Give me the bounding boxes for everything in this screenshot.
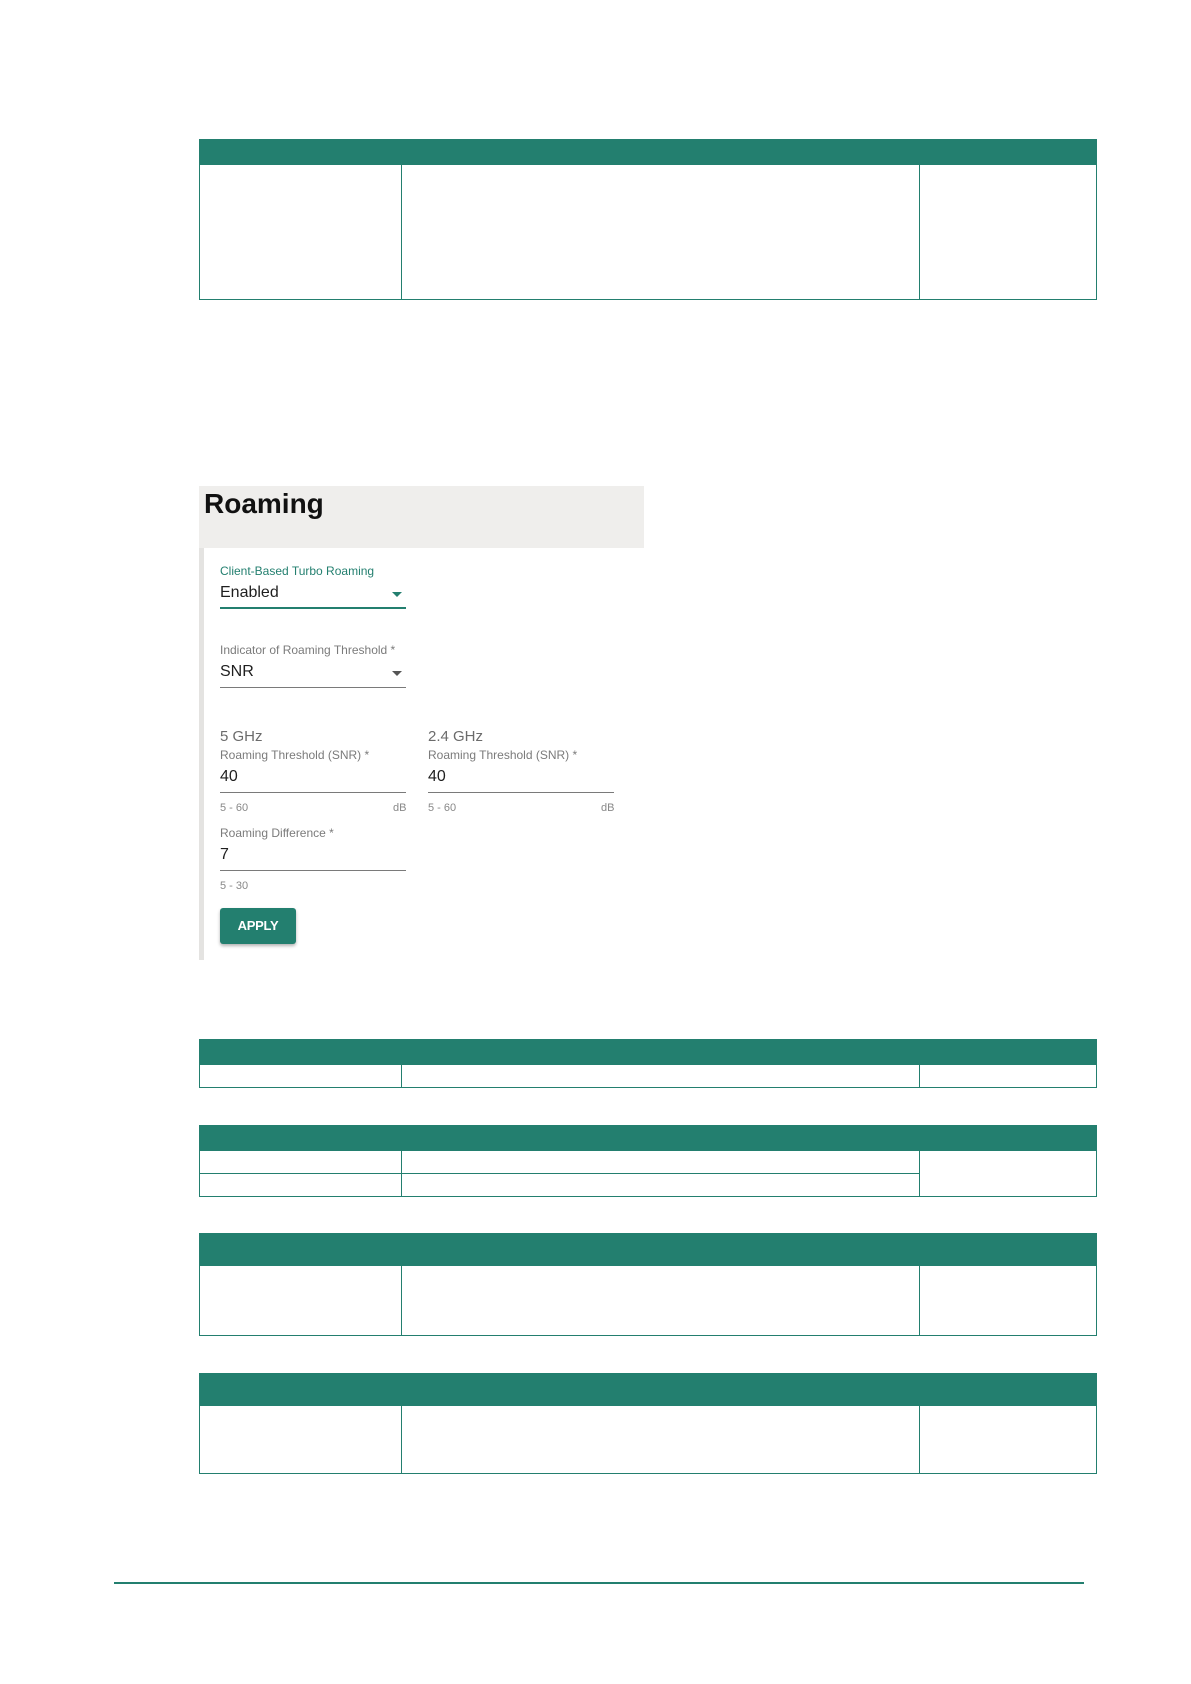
difference-input[interactable] <box>220 843 406 873</box>
roaming-header <box>199 486 644 548</box>
band-5ghz-heading: 5 GHz <box>220 728 263 745</box>
roaming-settings-screenshot <box>199 486 644 960</box>
threshold-5ghz-value: 40 <box>220 768 238 785</box>
threshold-24ghz-range: 5 - 60 <box>428 802 457 814</box>
threshold-24ghz-label: Roaming Threshold (SNR) * <box>428 748 578 762</box>
threshold-5ghz-unit: dB <box>393 802 407 814</box>
apply-button[interactable]: APPLY <box>220 908 296 944</box>
indicator-select[interactable] <box>220 660 406 690</box>
input-underline <box>220 792 406 793</box>
band-24ghz-heading: 2.4 GHz <box>428 728 484 745</box>
settings-table-1 <box>199 139 1097 300</box>
chevron-down-icon <box>392 671 402 676</box>
threshold-24ghz-input[interactable] <box>428 765 614 795</box>
input-underline <box>220 870 406 871</box>
settings-table-4 <box>199 1233 1097 1336</box>
input-underline <box>428 792 614 793</box>
table-header-row <box>200 1040 1097 1065</box>
table-row <box>200 1151 1097 1174</box>
threshold-24ghz-unit: dB <box>601 802 615 814</box>
turbo-roaming-select[interactable] <box>220 582 406 612</box>
settings-table-3 <box>199 1125 1097 1197</box>
threshold-5ghz-input[interactable] <box>220 765 406 795</box>
difference-range: 5 - 30 <box>220 880 249 892</box>
table-row <box>200 1065 1097 1088</box>
select-underline <box>220 687 406 688</box>
difference-label: Roaming Difference * <box>220 826 334 840</box>
table-row <box>200 1406 1097 1474</box>
select-underline <box>220 607 406 609</box>
threshold-24ghz-value: 40 <box>428 768 446 785</box>
table-row <box>200 165 1097 300</box>
roaming-form <box>204 548 644 960</box>
turbo-roaming-value: Enabled <box>220 584 279 601</box>
threshold-5ghz-range: 5 - 60 <box>220 802 249 814</box>
table-header-row <box>200 140 1097 165</box>
chevron-down-icon <box>392 592 402 597</box>
table-header-row <box>200 1126 1097 1151</box>
indicator-label: Indicator of Roaming Threshold * <box>220 643 396 657</box>
footer-rule <box>114 1582 1084 1584</box>
table-header-row <box>200 1374 1097 1406</box>
settings-table-5 <box>199 1373 1097 1474</box>
table-row <box>200 1266 1097 1336</box>
indicator-value: SNR <box>220 663 254 680</box>
difference-value: 7 <box>220 846 229 863</box>
threshold-5ghz-label: Roaming Threshold (SNR) * <box>220 748 370 762</box>
turbo-roaming-label: Client-Based Turbo Roaming <box>220 564 375 578</box>
settings-table-2 <box>199 1039 1097 1088</box>
table-header-row <box>200 1234 1097 1266</box>
page-title: Roaming <box>204 488 324 519</box>
